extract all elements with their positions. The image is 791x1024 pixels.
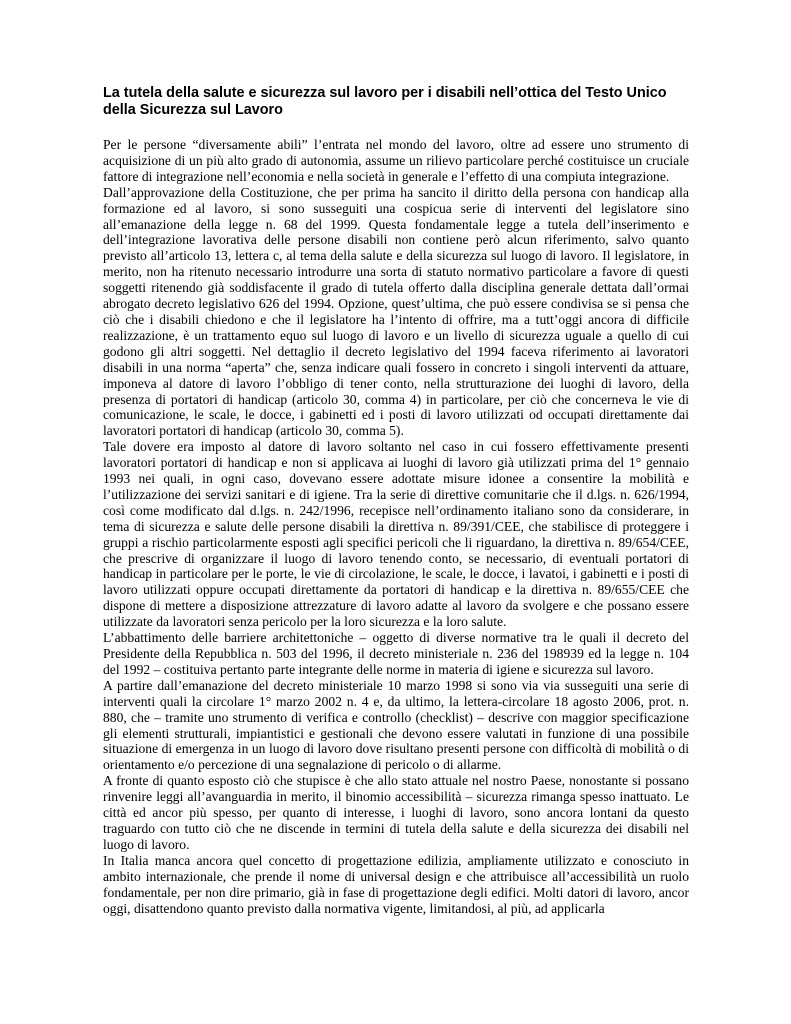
paragraph: A fronte di quanto esposto ciò che stupisce è che allo stato attuale nel nostro Paese, nonostante si possano rinvenire leggi all’avanguardia in merito, il binomio accessibilità – sicurezza rimanga spesso inattuato. Le città ed ancor più spesso, per quanto di interesse, i luoghi di lavoro, sono ancora lontani da questo traguardo con tutto ciò che ne discende in termini di tutela della salute e della sicurezza dei disabili nel luogo di lavoro.: [103, 773, 689, 852]
document-body: [103, 137, 689, 916]
paragraph: In Italia manca ancora quel concetto di progettazione edilizia, ampliamente utilizzato e conosciuto in ambito internazionale, che prende il nome di universal design e che attribuisce all’accessibilità un ruolo fondamentale, per non dire primario, già in fase di progettazione degli edifici. Molti datori di lavoro, ancor oggi, disattendono quanto previsto dalla normativa vigente, limitandosi, al più, ad applicarla: [103, 852, 689, 916]
document-title: La tutela della salute e sicurezza sul lavoro per i disabili nell’ottica del Testo Unico della Sicurezza sul Lavoro: [103, 85, 667, 118]
paragraph: Dall’approvazione della Costituzione, che per prima ha sancito il diritto della persona con handicap alla formazione ed al lavoro, si sono susseguiti una cospicua serie di interventi del legislatore sino all’emanazione della legge n. 68 del 1999. Questa fondamentale legge a tutela dell’inserimento e dell’integrazione lavorativa delle persone disabili non contiene però alcun riferimento, salvo quanto previsto all’articolo 13, lettera c, al tema della salute e della sicurezza sul luogo di lavoro. Il legislatore, in merito, non ha ritenuto necessario introdurre una sorta di statuto normativo particolare a favore di questi soggetti ritenendo già soddisfacente il grado di tutela offerto dalla disciplina generale dettata dall’ormai abrogato decreto legislativo 626 del 1994. Opzione, quest’ultima, che può essere condivisa se si pensa che ciò che i disabili chiedono e che il legislatore ha l’intento di offrire, ma a tutt’oggi ancora di difficile realizzazione, è un trattamento equo sul luogo di lavoro e un livello di sicurezza uguale a quello di cui godono gli altri soggetti. Nel dettaglio il decreto legislativo del 1994 faceva riferimento ai lavoratori disabili in una norma “aperta” che, senza indicare quali fossero in concreto i singoli interventi da attuare, imponeva al datore di lavoro l’obbligo di tener conto, nella strutturazione dei luoghi di lavoro, della presenza di portatori di handicap (articolo 30, comma 4) in particolare, per ciò che concerneva le vie di comunicazione, le scale, le docce, i gabinetti ed i posti di lavoro utilizzati od occupati direttamente dai lavoratori portatori di handicap (articolo 30, comma 5).: [103, 184, 689, 439]
paragraph: Per le persone “diversamente abili” l’entrata nel mondo del lavoro, oltre ad essere uno strumento di acquisizione di un più alto grado di autonomia, assume un rilievo particolare perché costituisce un cruciale fattore di integrazione nell’economia e nella società in generale e l’effetto di una compiuta integrazione.: [103, 137, 689, 184]
paragraph: Tale dovere era imposto al datore di lavoro soltanto nel caso in cui fossero effettivamente presenti lavoratori portatori di handicap e non si applicava ai luoghi di lavoro già utilizzati prima del 1° gennaio 1993 nei quali, in ogni caso, dovevano essere adottate misure idonee a consentire la mobilità e l’utilizzazione dei servizi sanitari e di igiene. Tra la serie di direttive comunitarie che il d.lgs. n. 626/1994, così come modificato dal d.lgs. n. 242/1996, recepisce nell’ordinamento italiano sono da considerare, in tema di sicurezza e salute delle persone disabili la direttiva n. 89/391/CEE, che stabilisce di proteggere i gruppi a rischio particolarmente esposti agli specifici pericoli che li riguardano, la direttiva n. 89/654/CEE, che prescrive di organizzare il luogo di lavoro tenendo conto, se necessario, di eventuali portatori di handicap in particolare per le porte, le vie di circolazione, le scale, le docce, i lavatoi, i gabinetti e i posti di lavoro utilizzati oppure occupati direttamente da portatori di handicap e la direttiva n. 89/655/CEE che dispone di mettere a disposizione attrezzature di lavoro adatte al lavoro da svolgere e che possano essere utilizzate da lavoratori senza pericolo per la loro sicurezza e la loro salute.: [103, 439, 689, 630]
paragraph: L’abbattimento delle barriere architettoniche – oggetto di diverse normative tra le quali il decreto del Presidente della Repubblica n. 503 del 1996, il decreto ministeriale n. 236 del 198939 ed la legge n. 104 del 1992 – costituiva pertanto parte integrante delle norme in materia di igiene e sicurezza sul lavoro.: [103, 630, 689, 677]
paragraph: A partire dall’emanazione del decreto ministeriale 10 marzo 1998 si sono via via susseguiti una serie di interventi quali la circolare 1° marzo 2002 n. 4 e, da ultimo, la lettera-circolare 18 agosto 2006, prot. n. 880, che – tramite uno strumento di verifica e controllo (checklist) – descrive con maggior specificazione gli elementi strutturali, impiantistici e gestionali che devono essere valutati in funzione di una possibile situazione di emergenza in un luogo di lavoro dove risultano presenti persone con difficoltà di mobilità o di orientamento e/o percezione di una segnalazione di pericolo o di allarme.: [103, 677, 689, 773]
